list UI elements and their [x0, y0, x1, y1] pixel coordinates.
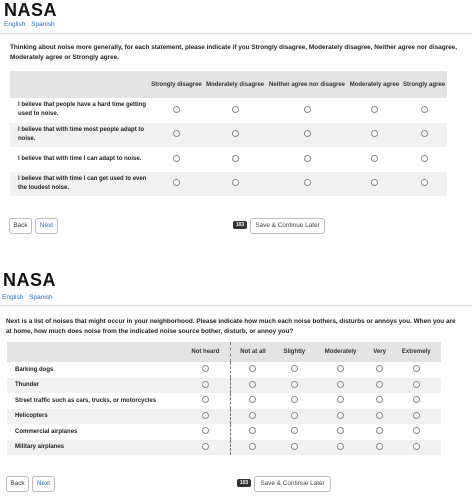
matrix-row	[10, 123, 447, 148]
column-header: Very	[373, 349, 386, 355]
back-button[interactable]: Back	[6, 476, 29, 492]
radio-option[interactable]	[371, 130, 378, 137]
radio-option[interactable]	[249, 381, 256, 388]
radio-option[interactable]	[421, 130, 428, 137]
matrix-row	[7, 440, 441, 456]
radio-option[interactable]	[371, 179, 378, 186]
radio-option[interactable]	[376, 365, 383, 372]
matrix-row	[7, 362, 441, 378]
radio-option[interactable]	[376, 443, 383, 450]
column-header: Neither agree nor disagree	[268, 81, 346, 88]
radio-option[interactable]	[249, 443, 256, 450]
next-button[interactable]: Next	[35, 218, 58, 234]
radio-option[interactable]	[249, 427, 256, 434]
radio-option[interactable]	[337, 396, 344, 403]
radio-option[interactable]	[232, 155, 239, 162]
radio-option[interactable]	[173, 130, 180, 137]
radio-option[interactable]	[376, 427, 383, 434]
annoyance-matrix	[7, 342, 441, 455]
matrix-header-row	[7, 342, 441, 362]
row-label: I believe that with time I can get used to even the loudest noise.	[18, 175, 147, 191]
radio-option[interactable]	[291, 427, 298, 434]
radio-option[interactable]	[202, 427, 209, 434]
radio-option[interactable]	[202, 396, 209, 403]
column-header: Moderately	[324, 349, 357, 355]
radio-option[interactable]	[249, 365, 256, 372]
page-title: NASA	[4, 0, 58, 20]
row-label: Helicopters	[15, 413, 48, 420]
row-label: Barking dogs	[15, 366, 54, 373]
column-header: Strongly agree	[403, 81, 446, 88]
column-header: Not at all	[230, 342, 275, 362]
radio-option[interactable]	[202, 381, 209, 388]
matrix-row	[10, 147, 447, 172]
divider	[0, 305, 472, 306]
column-header: Not heard	[191, 349, 220, 355]
page-title: NASA	[3, 270, 57, 290]
language-spanish-link[interactable]: Spanish	[29, 294, 53, 301]
save-continue-later-button[interactable]: Save & Continue Later	[250, 218, 325, 234]
radio-option[interactable]	[421, 155, 428, 162]
language-spanish-link[interactable]: Spanish	[31, 21, 55, 28]
radio-option[interactable]	[173, 155, 180, 162]
radio-option[interactable]	[413, 443, 420, 450]
radio-option[interactable]	[291, 396, 298, 403]
radio-option[interactable]	[376, 396, 383, 403]
radio-option[interactable]	[249, 412, 256, 419]
radio-option[interactable]	[291, 443, 298, 450]
matrix-row	[10, 98, 447, 123]
radio-option[interactable]	[202, 365, 209, 372]
column-header: Moderately disagree	[206, 81, 265, 88]
radio-option[interactable]	[337, 443, 344, 450]
matrix-row	[7, 409, 441, 425]
radio-option[interactable]	[337, 427, 344, 434]
page-counter-badge: 103	[237, 479, 251, 487]
language-english-link[interactable]: English	[2, 294, 24, 301]
radio-option[interactable]	[232, 179, 239, 186]
matrix-row	[7, 424, 441, 440]
row-label: Street traffic such as cars, trucks, or motorcycles	[15, 397, 157, 404]
radio-option[interactable]	[376, 381, 383, 388]
row-label: Military airplanes	[15, 444, 65, 451]
likert-matrix	[10, 71, 447, 196]
radio-option[interactable]	[337, 381, 344, 388]
survey-panel-agreement	[0, 0, 472, 245]
radio-option[interactable]	[202, 412, 209, 419]
radio-option[interactable]	[337, 365, 344, 372]
radio-option[interactable]	[291, 381, 298, 388]
radio-option[interactable]	[173, 179, 180, 186]
radio-option[interactable]	[249, 396, 256, 403]
radio-option[interactable]	[413, 365, 420, 372]
radio-option[interactable]	[304, 179, 311, 186]
radio-option[interactable]	[371, 155, 378, 162]
back-button[interactable]: Back	[9, 218, 32, 234]
divider	[0, 33, 472, 34]
radio-option[interactable]	[304, 130, 311, 137]
row-label: I believe that with time I can adapt to noise.	[18, 155, 142, 162]
radio-option[interactable]	[232, 106, 239, 113]
radio-option[interactable]	[202, 443, 209, 450]
radio-option[interactable]	[421, 106, 428, 113]
matrix-corner	[10, 71, 149, 98]
radio-option[interactable]	[413, 396, 420, 403]
radio-option[interactable]	[173, 106, 180, 113]
survey-panel-noise-annoyance	[0, 270, 472, 502]
radio-option[interactable]	[413, 427, 420, 434]
row-label: I believe that people have a hard time getting used to noise.	[18, 102, 147, 118]
radio-option[interactable]	[376, 412, 383, 419]
radio-option[interactable]	[232, 130, 239, 137]
page-counter-badge: 103	[233, 221, 247, 229]
radio-option[interactable]	[413, 381, 420, 388]
matrix-header-row	[10, 71, 447, 98]
language-switcher	[4, 21, 59, 28]
matrix-corner	[7, 342, 181, 362]
question-text: Thinking about noise more generally, for each statement, please indicate if you Strongly disagree, Moderately disagree, Neither agree nor disagree, Moderately agree or Strongly agree.	[10, 44, 457, 61]
matrix-row	[10, 172, 447, 197]
radio-option[interactable]	[291, 412, 298, 419]
row-label: Thunder	[15, 382, 39, 389]
save-continue-later-button[interactable]: Save & Continue Later	[254, 476, 331, 492]
radio-option[interactable]	[291, 365, 298, 372]
matrix-row	[7, 378, 441, 394]
column-header: Strongly disagree	[151, 81, 202, 88]
question-text: Next is a list of noises that might occur in your neighborhood. Please indicate how much each noise bothers, disturbs or annoys you. When you are at home, how much does noise from the indicated noise source bother, disturb, or annoy you?	[6, 318, 456, 335]
radio-option[interactable]	[371, 106, 378, 113]
next-button[interactable]: Next	[32, 476, 55, 492]
radio-option[interactable]	[421, 179, 428, 186]
radio-option[interactable]	[304, 155, 311, 162]
column-header: Extremely	[401, 349, 431, 355]
column-header: Slightly	[283, 349, 306, 355]
radio-option[interactable]	[337, 412, 344, 419]
row-label: I believe that with time most people adapt to noise.	[18, 126, 145, 142]
matrix-row	[7, 393, 441, 409]
radio-option[interactable]	[413, 412, 420, 419]
row-label: Commercial airplanes	[15, 428, 78, 435]
radio-option[interactable]	[304, 106, 311, 113]
language-switcher	[2, 294, 57, 301]
language-english-link[interactable]: English	[4, 21, 26, 28]
column-header: Moderately agree	[349, 81, 400, 88]
